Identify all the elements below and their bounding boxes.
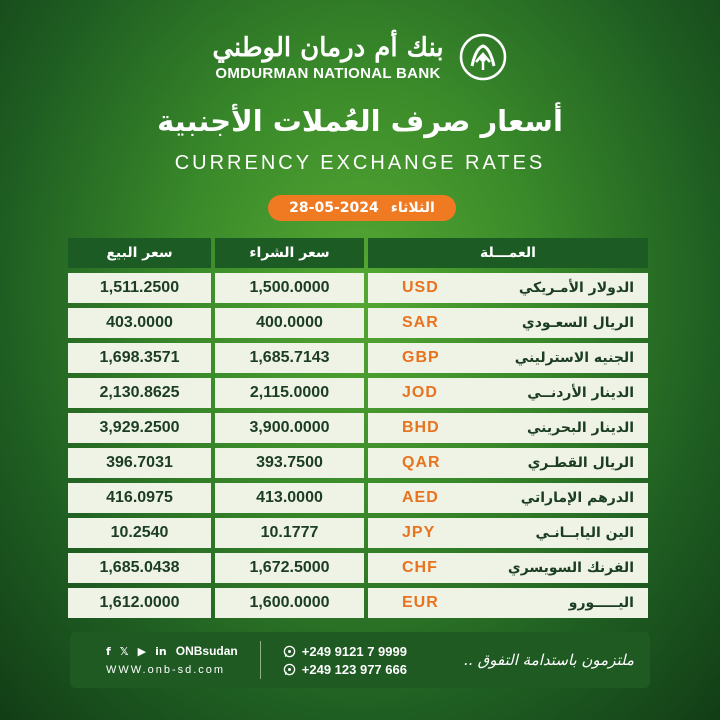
table-row [68, 588, 648, 618]
currency-name: الدينار البحريني [526, 420, 634, 436]
phone-list [283, 644, 407, 677]
currency-name: الريال السعـودي [521, 315, 634, 331]
buy-rate-cell: 1,600.0000 [215, 588, 364, 618]
currency-code: USD [402, 279, 439, 296]
buy-rate-cell: 1,685.7143 [215, 343, 364, 373]
table-header [68, 238, 648, 268]
youtube-icon[interactable]: ▶ [137, 644, 147, 658]
bank-emblem-icon [458, 32, 508, 82]
buy-rate-cell: 1,672.5000 [215, 553, 364, 583]
currency-name: الدولار الأمـريكي [518, 280, 634, 296]
buy-rate-cell: 413.0000 [215, 483, 364, 513]
currency-name: اليـــــورو [568, 595, 634, 611]
sell-rate-cell: 1,685.0438 [68, 553, 211, 583]
brand-wordmark [212, 33, 443, 82]
header-sell-rate: سعر البيع [68, 238, 211, 268]
currency-cell [368, 343, 648, 373]
currency-cell [368, 273, 648, 303]
table-row [68, 483, 648, 513]
currency-code: SAR [402, 314, 439, 331]
sell-rate-cell: 416.0975 [68, 483, 211, 513]
currency-code: EUR [402, 594, 439, 611]
currency-cell [368, 518, 648, 548]
currency-cell [368, 448, 648, 478]
sell-rate-cell: 1,698.3571 [68, 343, 211, 373]
phone-number: +249 9121 7 9999 [301, 643, 407, 659]
footer-bar [70, 632, 650, 688]
buy-rate-cell: 10.1777 [215, 518, 364, 548]
table-row [68, 343, 648, 373]
date-badge [268, 195, 456, 221]
page-title-english: CURRENCY EXCHANGE RATES [174, 152, 546, 174]
social-icons-row [106, 644, 238, 658]
sell-rate-cell: 403.0000 [68, 308, 211, 338]
table-row [68, 273, 648, 303]
currency-cell [368, 413, 648, 443]
sell-rate-cell: 3,929.2500 [68, 413, 211, 443]
header-currency: العمـــلة [368, 238, 648, 268]
buy-rate-cell: 400.0000 [215, 308, 364, 338]
buy-rate-cell: 2,115.0000 [215, 378, 364, 408]
phone-number: +249 123 977 666 [301, 661, 407, 677]
social-block [106, 644, 238, 676]
sell-rate-cell: 1,612.0000 [68, 588, 211, 618]
exchange-rates-table [68, 238, 648, 623]
buy-rate-cell: 3,900.0000 [215, 413, 364, 443]
phone-item[interactable] [283, 644, 407, 659]
currency-code: GBP [402, 349, 440, 366]
table-row [68, 308, 648, 338]
currency-code: CHF [402, 559, 438, 576]
date-value: 28-05-2024 [289, 200, 379, 216]
linkedin-icon[interactable]: in [155, 644, 167, 658]
currency-code: JPY [402, 524, 436, 541]
currency-name: الريال القطـري [527, 455, 634, 471]
currency-name: الفرنك السويسري [507, 560, 634, 576]
social-handle[interactable]: ONBsudan [175, 644, 238, 658]
date-day: الثلاثاء [390, 200, 435, 216]
table-row [68, 448, 648, 478]
whatsapp-icon [283, 645, 296, 658]
sell-rate-cell: 10.2540 [68, 518, 211, 548]
brand-name-arabic: بنك أم درمان الوطني [212, 32, 444, 63]
currency-code: JOD [402, 384, 438, 401]
sell-rate-cell: 2,130.8625 [68, 378, 211, 408]
whatsapp-icon [283, 663, 296, 676]
header-buy-rate: سعر الشراء [215, 238, 364, 268]
footer-divider [260, 641, 261, 679]
table-row [68, 553, 648, 583]
currency-name: الدرهم الإماراتي [520, 490, 634, 506]
buy-rate-cell: 393.7500 [215, 448, 364, 478]
currency-cell [368, 588, 648, 618]
currency-code: BHD [402, 419, 440, 436]
table-row [68, 378, 648, 408]
currency-cell [368, 483, 648, 513]
currency-cell [368, 308, 648, 338]
currency-code: AED [402, 489, 439, 506]
sell-rate-cell: 396.7031 [68, 448, 211, 478]
currency-cell [368, 378, 648, 408]
facebook-icon[interactable]: f [106, 644, 111, 658]
table-body [68, 273, 648, 618]
phone-item[interactable] [283, 662, 407, 677]
currency-code: QAR [402, 454, 441, 471]
currency-name: الدينار الأردنــي [527, 385, 634, 401]
x-icon[interactable]: 𝕏 [119, 644, 129, 658]
table-row [68, 518, 648, 548]
page-title-arabic: أسعار صرف العُملات الأجنبية [157, 104, 563, 138]
slogan: ملتزمون باستدامة التفوق .. [463, 651, 634, 669]
sell-rate-cell: 1,511.2500 [68, 273, 211, 303]
brand-header [0, 32, 720, 82]
table-row [68, 413, 648, 443]
currency-name: الجنيه الاسترليني [514, 350, 634, 366]
website-link[interactable]: WWW.onb-sd.com [106, 664, 226, 676]
buy-rate-cell: 1,500.0000 [215, 273, 364, 303]
brand-name-english: OMDURMAN NATIONAL BANK [215, 64, 441, 82]
currency-name: الين اليابــانـي [535, 525, 634, 541]
currency-cell [368, 553, 648, 583]
